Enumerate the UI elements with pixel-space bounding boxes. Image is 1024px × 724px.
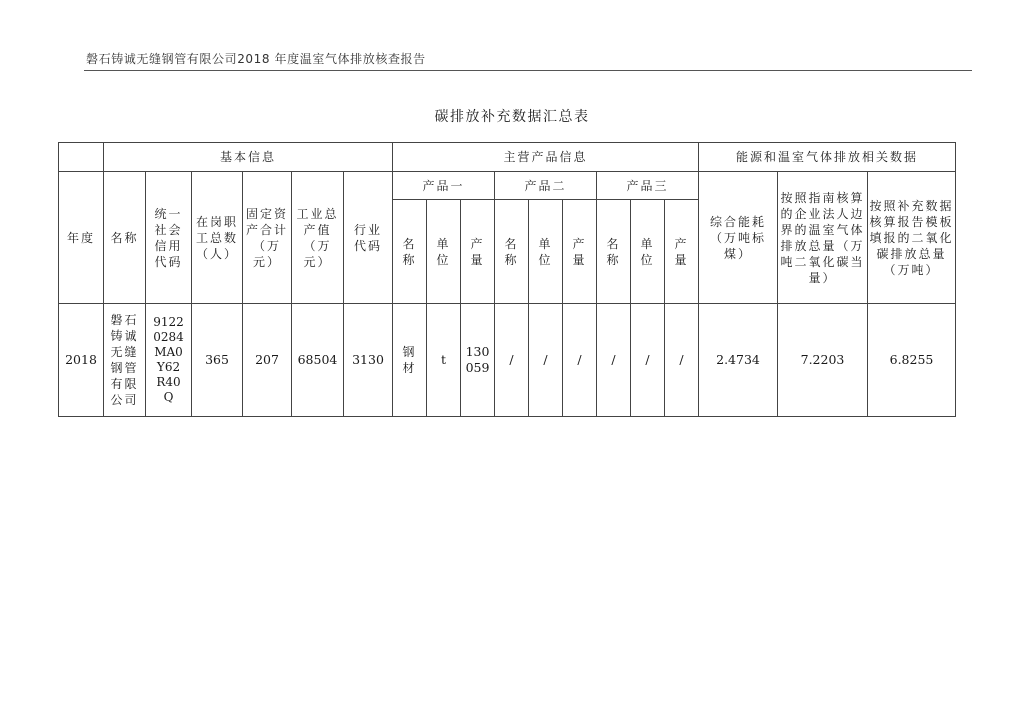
col-fixed-assets-label: 固定资产合计（万元） — [246, 206, 289, 269]
p3-name-head-label: 名称 — [606, 236, 621, 267]
col-credit-code — [146, 172, 192, 304]
cell-p2-unit: / — [529, 304, 563, 417]
cell-p2-output: / — [563, 304, 597, 417]
p2-output-head — [563, 200, 597, 304]
corner-cell — [59, 143, 104, 172]
cell-energy-consumption: 2.4734 — [699, 304, 778, 417]
p3-unit-head — [631, 200, 665, 304]
p2-name-head — [495, 200, 529, 304]
cell-name — [104, 304, 146, 417]
col-credit-code-label: 统一社会信用代码 — [154, 206, 183, 269]
p2-unit-head — [529, 200, 563, 304]
col-template-emission-label: 按照补充数据核算报告模板填报的二氧化碳排放总量（万吨） — [869, 198, 954, 277]
col-energy-consumption — [699, 172, 778, 304]
p3-output-head-label: 产量 — [674, 236, 689, 267]
col-energy-consumption-label: 综合能耗（万吨标煤） — [709, 214, 766, 261]
cell-p1-name-value: 钢材 — [402, 345, 417, 375]
p2-unit-head-label: 单位 — [538, 236, 553, 267]
col-product1: 产品一 — [393, 172, 495, 200]
col-name: 名称 — [104, 172, 146, 304]
p2-output-head-label: 产量 — [572, 236, 587, 267]
col-employees — [192, 172, 243, 304]
cell-p1-unit: t — [427, 304, 461, 417]
cell-name-value: 磐石铸诚无缝钢管有限公司 — [110, 313, 139, 407]
cell-year: 2018 — [59, 304, 104, 417]
col-year: 年度 — [59, 172, 104, 304]
cell-p3-unit: / — [631, 304, 665, 417]
p1-unit-head-label: 单位 — [436, 236, 451, 267]
cell-guide-emission: 7.2203 — [778, 304, 868, 417]
cell-industry-code: 3130 — [344, 304, 393, 417]
p1-name-head — [393, 200, 427, 304]
cell-p3-name: / — [597, 304, 631, 417]
page-header: 磐石铸诚无缝钢管有限公司2018 年度温室气体排放核查报告 — [86, 52, 426, 66]
p1-output-head-label: 产量 — [470, 236, 485, 267]
p2-name-head-label: 名称 — [504, 236, 519, 267]
col-guide-emission-label: 按照指南核算的企业法人边界的温室气体排放总量（万吨二氧化碳当量） — [780, 190, 865, 285]
cell-employees: 365 — [192, 304, 243, 417]
col-product3: 产品三 — [597, 172, 699, 200]
col-employees-label: 在岗职工总数（人） — [196, 214, 239, 261]
cell-p1-output-value: 130 059 — [465, 344, 490, 375]
cell-p1-name — [393, 304, 427, 417]
col-guide-emission — [778, 172, 868, 304]
table-row — [59, 304, 956, 417]
p1-unit-head — [427, 200, 461, 304]
p3-output-head — [665, 200, 699, 304]
col-industrial-output — [292, 172, 344, 304]
summary-table — [58, 142, 956, 417]
group-energy-data: 能源和温室气体排放相关数据 — [699, 143, 956, 172]
p1-name-head-label: 名称 — [402, 236, 417, 267]
p3-unit-head-label: 单位 — [640, 236, 655, 267]
cell-template-emission: 6.8255 — [868, 304, 956, 417]
p3-name-head — [597, 200, 631, 304]
cell-p1-output — [461, 304, 495, 417]
group-basic-info: 基本信息 — [104, 143, 393, 172]
col-fixed-assets — [243, 172, 292, 304]
col-industry-code-label: 行业代码 — [354, 222, 383, 253]
table-title: 碳排放补充数据汇总表 — [434, 109, 590, 125]
cell-p2-name: / — [495, 304, 529, 417]
p1-output-head — [461, 200, 495, 304]
cell-credit-code-value: 9122 0284 MA0 Y62 R40 Q — [153, 315, 184, 404]
col-industry-code — [344, 172, 393, 304]
cell-fixed-assets: 207 — [243, 304, 292, 417]
header-divider — [84, 70, 972, 71]
col-product2: 产品二 — [495, 172, 597, 200]
group-product-info: 主营产品信息 — [393, 143, 699, 172]
cell-p3-output: / — [665, 304, 699, 417]
col-industrial-output-label: 工业总产值（万元） — [296, 206, 339, 269]
col-template-emission — [868, 172, 956, 304]
cell-credit-code — [146, 304, 192, 417]
cell-industrial-output: 68504 — [292, 304, 344, 417]
